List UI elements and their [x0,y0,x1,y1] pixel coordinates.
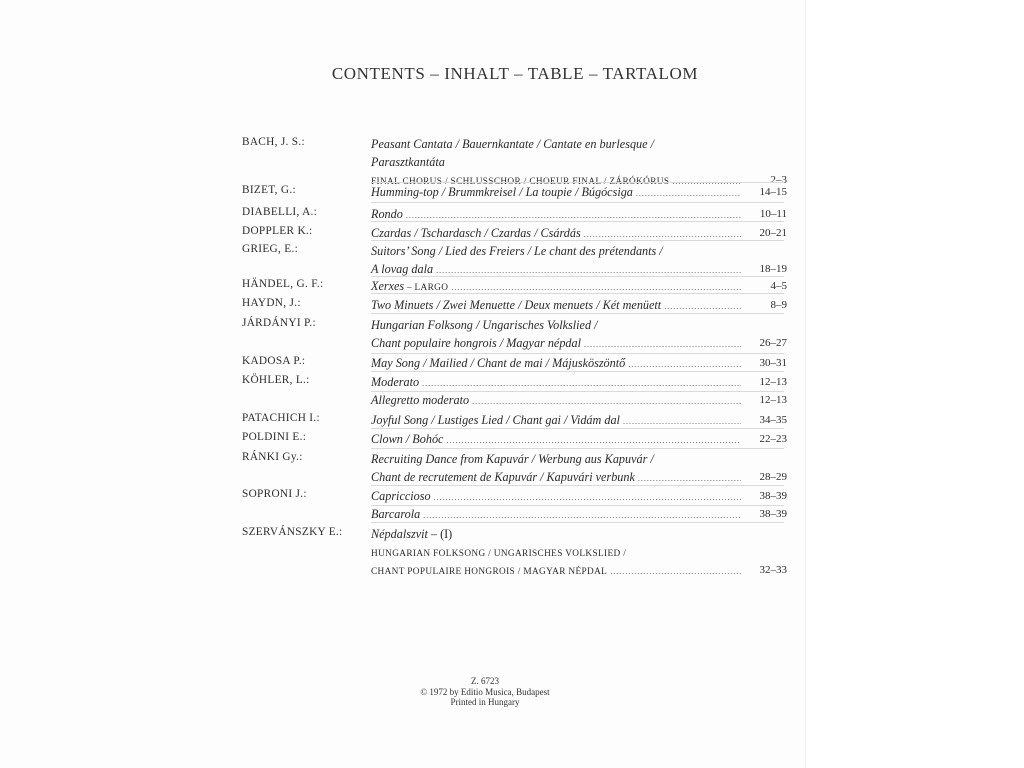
page-range: 22–23 [759,433,787,445]
work-title-text: Xerxes [371,279,405,293]
separator-rule [371,371,784,372]
work-titles [371,450,787,486]
composer-name: DIABELLI, A.: [242,206,318,218]
composer-name: BIZET, G.: [242,184,296,196]
work-title-text: Capriccioso [371,489,431,503]
work-title-line [371,543,741,561]
work-title-text: Parasztkantáta [371,155,445,169]
work-title-line [371,430,787,448]
work-title-text: Peasant Cantata / Bauernkantate / Cantate en burlesque / [371,137,654,151]
work-title-line [371,334,787,352]
composer-name: HAYDN, J.: [242,297,301,309]
dot-leader [472,393,741,411]
separator-rule [371,276,784,277]
work-title-line [371,525,741,543]
separator-rule [371,522,784,523]
separator-rule [371,240,784,241]
composer-name: SZERVÁNSZKY E.: [242,526,343,538]
page-range: 12–13 [759,394,787,406]
work-title-line [371,468,787,486]
work-title-text: Moderato [371,375,420,389]
page-range: 4–5 [770,280,787,292]
dot-leader [610,563,741,581]
work-title-text: Czardas / Tschardasch / Czardas / Csárdás [371,226,581,240]
composer-name: RÁNKI Gy.: [242,451,303,463]
work-title-text: Joyful Song / Lustiges Lied / Chant gai / Vidám dal [371,413,620,427]
work-title-text: Népdalszvit [371,527,428,541]
catalog-number: Z. 6723 [471,676,499,686]
work-title-text: Clown / Bohóc [371,432,444,446]
work-title-line [371,487,787,505]
work-title-line [371,411,787,429]
composer-name: HÄNDEL, G. F.: [242,278,324,290]
copyright-line: © 1972 by Editio Musica, Budapest [420,686,550,697]
work-title-text: FINAL CHORUS / SCHLUSSCHOR / CHOEUR FINAL / ZÁRÓKÓRUS [371,177,670,187]
dot-leader [584,336,741,354]
work-title-line [371,354,787,372]
page-range: 2–3 [770,174,787,186]
separator-rule [371,202,784,203]
page-range: 32–33 [759,564,787,576]
work-title-line [371,183,787,201]
page-edge [805,0,806,768]
separator-rule [371,182,784,183]
work-title-text: Chant populaire hongrois / Magyar népdal [371,336,582,350]
work-title-line [371,296,787,314]
work-titles [371,525,787,579]
work-title-line [371,373,787,391]
composer-name: SOPRONI J.: [242,488,307,500]
work-titles [371,430,787,448]
work-title-text: Allegretto moderato [371,393,470,407]
work-title-line [371,153,741,171]
work-titles [371,242,787,278]
composer-name: GRIEG, E.: [242,243,299,255]
work-title-line [371,391,787,409]
work-title-text: Recruiting Dance from Kapuvár / Werbung aus Kapuvár / [371,452,654,466]
separator-rule [371,391,784,392]
work-title-text: Rondo [371,207,403,221]
work-title-text: A lovag dala [371,262,434,276]
work-titles [371,135,787,189]
dot-leader [451,279,741,297]
separator-rule [371,448,784,449]
work-titles [371,354,787,372]
work-title-text: Barcarola [371,507,421,521]
composer-name: POLDINI E.: [242,431,307,443]
page-title: CONTENTS – INHALT – TABLE – TARTALOM [331,64,699,83]
work-title-line [371,561,787,579]
work-title-text: May Song / Mailied / Chant de mai / Májusköszöntő [371,356,626,370]
separator-rule [371,505,784,506]
work-title-text: Two Minuets / Zwei Menuette / Deux menuets / Két menüett [371,298,662,312]
dot-leader [636,185,741,203]
composer-name: KADOSA P.: [242,355,306,367]
page-range: 14–15 [759,186,787,198]
work-title-line [371,450,741,468]
work-title-text: Chant de recrutement de Kapuvár / Kapuvári verbunk [371,470,635,484]
page-range: 10–11 [759,208,787,220]
work-title-line [371,505,787,523]
composer-name: JÁRDÁNYI P.: [242,317,316,329]
separator-rule [371,313,784,314]
work-title-text: HUNGARIAN FOLKSONG / UNGARISCHES VOLKSLIED / [371,549,627,559]
page-range: 20–21 [759,227,787,239]
composer-name: DOPPLER K.: [242,225,313,237]
dot-leader [406,207,741,225]
page-range: 26–27 [759,337,787,349]
separator-rule [371,221,784,222]
page-range: 34–35 [759,414,787,426]
work-title-line [371,316,741,334]
work-title-line [371,242,741,260]
work-title-line [371,135,741,153]
work-titles [371,296,787,314]
work-title-text: CHANT POPULAIRE HONGROIS / MAGYAR NÉPDAL [371,567,608,577]
composer-name: KÖHLER, L.: [242,374,310,386]
page-range: 12–13 [759,376,787,388]
work-titles [371,316,787,352]
page-range: 28–29 [759,471,787,483]
separator-rule [371,293,784,294]
publisher-footer [385,676,585,708]
page-range: 38–39 [759,490,787,502]
page-range: 38–39 [759,508,787,520]
work-subtitle: – LARGO [404,283,449,293]
work-subtitle: – (I) [427,527,453,541]
separator-rule [371,485,784,486]
page-range: 8–9 [770,299,787,311]
page-range: 30–31 [759,357,787,369]
separator-rule [371,353,784,354]
work-title-text: Hungarian Folksong / Ungarisches Volkslied / [371,318,598,332]
work-title-text: Humming-top / Brummkreisel / La toupie / Búgócsiga [371,185,633,199]
page-range: 18–19 [759,263,787,275]
work-titles [371,183,787,201]
composer-name: BACH, J. S.: [242,136,305,148]
composer-name: PATACHICH I.: [242,412,320,424]
printed-line: Printed in Hungary [450,697,520,707]
work-titles [371,411,787,429]
separator-rule [371,428,784,429]
work-title-text: Suitors’ Song / Lied des Freiers / Le chant des prétendants / [371,244,663,258]
